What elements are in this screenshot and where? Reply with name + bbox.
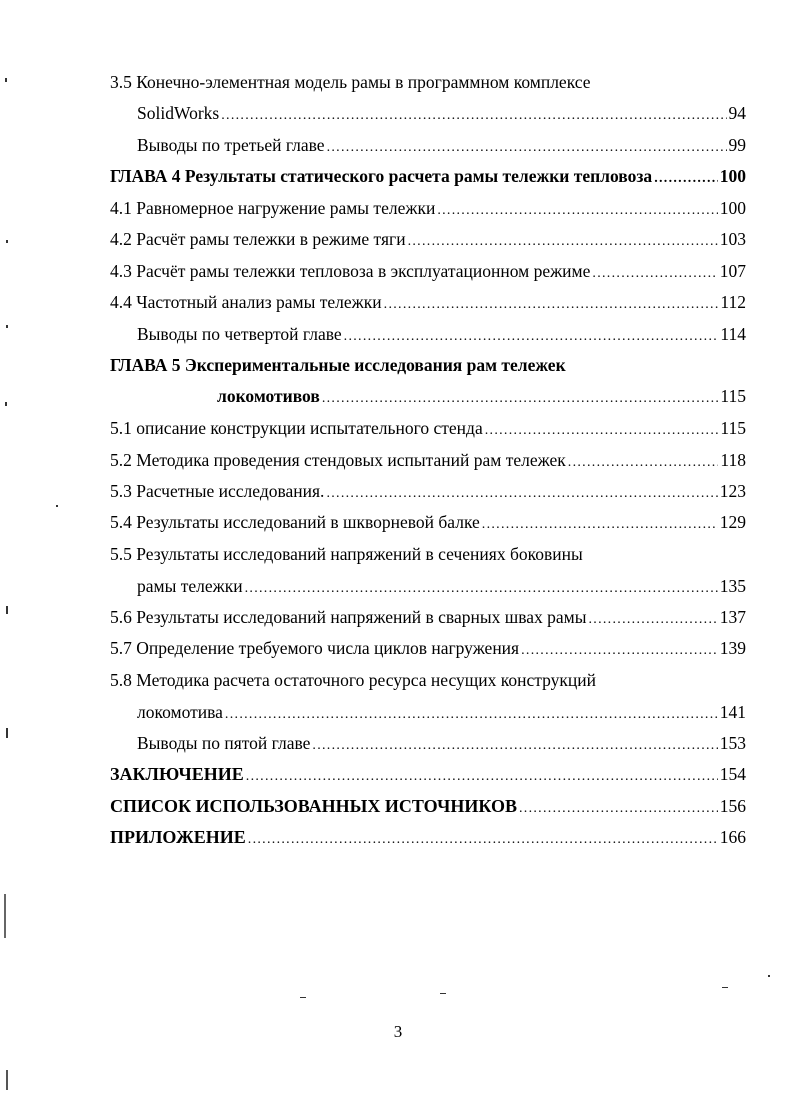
toc-line-5-5 <box>110 544 583 564</box>
dot-leader <box>521 641 718 661</box>
toc-entry-text: 4.4 Частотный анализ рамы тележки <box>110 292 382 312</box>
toc-line-5-8 <box>110 670 596 690</box>
toc-page-number: 154 <box>719 764 746 784</box>
toc-line-5-5-cont <box>137 576 746 599</box>
toc-line-5-2 <box>110 450 746 473</box>
toc-line-5-3 <box>110 481 746 504</box>
scan-speck <box>6 606 8 614</box>
dot-leader <box>482 515 718 535</box>
toc-page-number: 156 <box>719 796 746 816</box>
toc-page-number: 135 <box>719 576 746 596</box>
toc-page-number: 115 <box>720 418 746 438</box>
toc-line-3-5 <box>110 72 591 92</box>
toc-page-number: 114 <box>720 324 746 344</box>
toc-line-5-6 <box>110 607 746 630</box>
dot-leader <box>312 736 717 756</box>
dot-leader <box>408 232 718 252</box>
toc-page-number: 123 <box>719 481 746 501</box>
scan-speck <box>4 894 6 938</box>
toc-page-number: 166 <box>719 827 746 847</box>
toc-line-4-3 <box>110 261 746 284</box>
toc-page-number: 94 <box>728 103 746 123</box>
toc-page-number: 112 <box>720 292 746 312</box>
toc-line-5-7 <box>110 638 746 661</box>
toc-entry-text: 4.3 Расчёт рамы тележки тепловоза в эксплуатационном режиме <box>110 261 591 281</box>
dot-leader <box>592 264 717 284</box>
scan-speck <box>722 987 728 988</box>
toc-entry-text: ГЛАВА 4 Результаты статического расчета рамы тележки тепловоза <box>110 166 653 186</box>
toc-entry-text: 5.3 Расчетные исследования. <box>110 481 325 501</box>
toc-line-5-1 <box>110 418 746 441</box>
toc-entry-text: 5.4 Результаты исследований в шкворневой балке <box>110 512 480 532</box>
toc-line-4-2 <box>110 229 746 252</box>
dot-leader <box>221 106 726 126</box>
toc-line-conclusions-ch5 <box>137 733 746 756</box>
toc-line-chapter-5-cont <box>217 386 746 409</box>
toc-entry-text: 4.2 Расчёт рамы тележки в режиме тяги <box>110 229 406 249</box>
dot-leader <box>326 484 717 504</box>
dot-leader <box>248 830 718 850</box>
toc-entry-text: Выводы по четвертой главе <box>137 324 342 344</box>
toc-line-conclusions-ch3 <box>137 135 746 158</box>
toc-line-conclusion <box>110 764 746 787</box>
page-number: 3 <box>393 1022 403 1041</box>
toc-entry-text: рамы тележки <box>137 576 243 596</box>
scan-speck <box>440 993 446 994</box>
toc-entry-text: 5.2 Методика проведения стендовых испытаний рам тележек <box>110 450 566 470</box>
toc-entry-text: Выводы по третьей главе <box>137 135 325 155</box>
dot-leader <box>384 295 719 315</box>
toc-line-references <box>110 796 746 819</box>
toc-line-appendix <box>110 827 746 850</box>
dot-leader <box>225 705 718 725</box>
scan-speck <box>6 728 8 738</box>
toc-page-number: 129 <box>719 512 746 532</box>
dot-leader <box>245 579 718 599</box>
toc-entry-text: ПРИЛОЖЕНИЕ <box>110 827 246 847</box>
toc-page-number: 103 <box>719 229 746 249</box>
toc-entry-text: 5.8 Методика расчета остаточного ресурса несущих конструкций <box>110 670 596 690</box>
toc-line-conclusions-ch4 <box>137 324 746 347</box>
scan-speck <box>5 78 7 82</box>
scan-speck <box>300 997 306 998</box>
toc-page-number: 99 <box>728 135 746 155</box>
dot-leader <box>485 421 719 441</box>
dot-leader <box>322 389 719 409</box>
toc-page-number: 100 <box>719 166 746 186</box>
dot-leader <box>246 767 718 787</box>
toc-page-number: 107 <box>719 261 746 281</box>
dot-leader <box>654 169 718 189</box>
toc-line-5-4 <box>110 512 746 535</box>
toc-entry-text: ГЛАВА 5 Экспериментальные исследования рам тележек <box>110 355 566 375</box>
toc-entry-text: локомотивов <box>217 386 320 406</box>
toc-line-chapter-4 <box>110 166 746 189</box>
toc-page-number: 139 <box>719 638 746 658</box>
toc-entry-text: СПИСОК ИСПОЛЬЗОВАННЫХ ИСТОЧНИКОВ <box>110 796 517 816</box>
toc-page-number: 137 <box>719 607 746 627</box>
toc-line-5-8-cont <box>137 702 746 725</box>
toc-entry-text: 3.5 Конечно-элементная модель рамы в программном комплексе <box>110 72 591 92</box>
toc-line-4-4 <box>110 292 746 315</box>
dot-leader <box>588 610 717 630</box>
toc-page-number: 141 <box>719 702 746 722</box>
toc-entry-text: Выводы по пятой главе <box>137 733 311 753</box>
scan-speck <box>6 240 8 243</box>
toc-entry-text: SolidWorks <box>137 103 220 123</box>
scan-speck <box>56 505 58 507</box>
toc-entry-text: 5.6 Результаты исследований напряжений в сварных швах рамы <box>110 607 587 627</box>
toc-entry-text: локомотива <box>137 702 223 722</box>
toc-page-number: 153 <box>719 733 746 753</box>
toc-page-number: 100 <box>719 198 746 218</box>
dot-leader <box>344 327 719 347</box>
toc-line-4-1 <box>110 198 746 221</box>
toc-entry-text: 5.7 Определение требуемого числа циклов нагружения <box>110 638 520 658</box>
dot-leader <box>568 453 719 473</box>
dot-leader <box>519 799 718 819</box>
dot-leader <box>437 201 717 221</box>
toc-entry-text: 4.1 Равномерное нагружение рамы тележки <box>110 198 436 218</box>
toc-page-number: 118 <box>720 450 746 470</box>
dot-leader <box>327 138 727 158</box>
toc-line-chapter-5 <box>110 355 566 375</box>
scan-speck <box>6 1070 8 1090</box>
scan-speck <box>6 325 8 328</box>
toc-entry-text: ЗАКЛЮЧЕНИЕ <box>110 764 244 784</box>
toc-entry-text: 5.1 описание конструкции испытательного стенда <box>110 418 483 438</box>
toc-page-number: 115 <box>720 386 746 406</box>
toc-line-3-5-cont <box>137 103 746 126</box>
scan-speck <box>5 402 7 406</box>
toc-entry-text: 5.5 Результаты исследований напряжений в сечениях боковины <box>110 544 583 564</box>
scan-speck <box>768 975 770 977</box>
